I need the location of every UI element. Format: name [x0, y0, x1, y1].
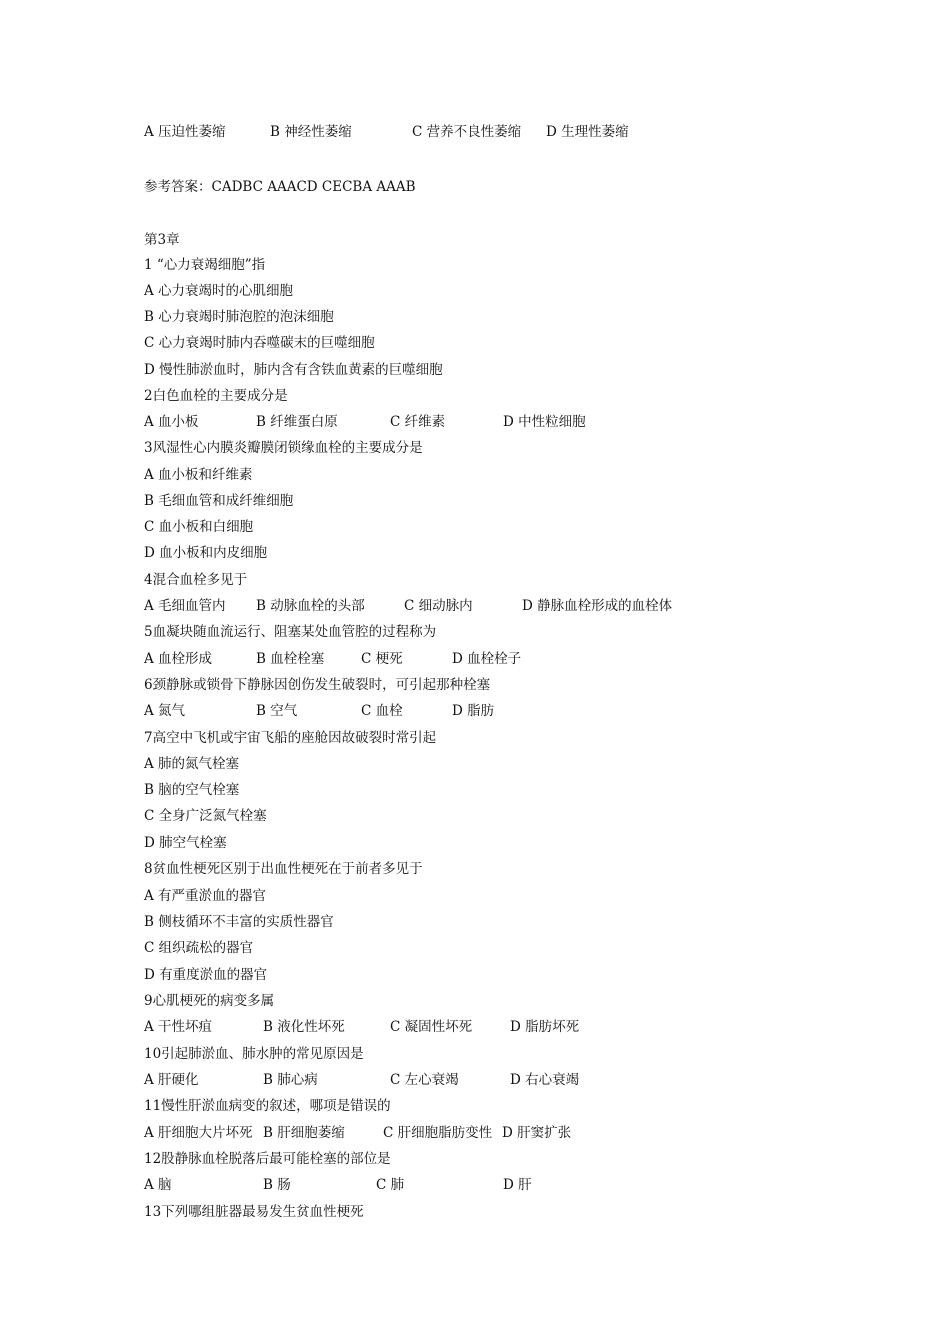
option: A 压迫性萎缩 — [144, 124, 226, 140]
question-stem: 8贫血性梗死区别于出血性梗死在于前者多见于 — [144, 861, 423, 877]
option: C 凝固性坏死 — [390, 1019, 473, 1035]
option: D 中性粒细胞 — [503, 414, 586, 430]
option: A 脑 — [144, 1177, 172, 1193]
option: A 干性坏疽 — [144, 1019, 213, 1035]
option: A 心力衰竭时的心肌细胞 — [144, 283, 294, 299]
option: C 左心衰竭 — [390, 1072, 459, 1088]
option: A 氮气 — [144, 703, 186, 719]
option: D 慢性肺淤血时，肺内含有含铁血黄素的巨噬细胞 — [144, 362, 443, 378]
question-stem: 9心肌梗死的病变多属 — [144, 993, 275, 1009]
option: D 脂肪坏死 — [510, 1019, 580, 1035]
option: D 静脉血栓形成的血栓体 — [522, 598, 673, 614]
option: A 肺的氮气栓塞 — [144, 756, 240, 772]
option: C 血小板和白细胞 — [144, 519, 254, 535]
option: C 梗死 — [361, 651, 403, 667]
option: A 肝细胞大片坏死 — [144, 1125, 253, 1141]
option: B 肝细胞萎缩 — [263, 1125, 345, 1141]
option: D 脂肪 — [452, 703, 495, 719]
question-stem: 3风湿性心内膜炎瓣膜闭锁缘血栓的主要成分是 — [144, 440, 423, 456]
option: B 纤维蛋白原 — [256, 414, 338, 430]
option: B 神经性萎缩 — [270, 124, 352, 140]
question-stem: 12股静脉血栓脱落后最可能栓塞的部位是 — [144, 1151, 391, 1167]
option: D 肝 — [503, 1177, 532, 1193]
answer-key: 参考答案：CADBC AAACD CECBA AAAB — [144, 179, 416, 195]
option: D 生理性萎缩 — [546, 124, 629, 140]
option: B 动脉血栓的头部 — [256, 598, 365, 614]
option: D 血栓栓子 — [452, 651, 522, 667]
question-stem: 2白色血栓的主要成分是 — [144, 388, 288, 404]
option: D 右心衰竭 — [510, 1072, 580, 1088]
option: C 心力衰竭时肺内吞噬碳末的巨噬细胞 — [144, 335, 375, 351]
option: B 毛细血管和成纤维细胞 — [144, 493, 294, 509]
option: B 脑的空气栓塞 — [144, 782, 240, 798]
option: C 全身广泛氮气栓塞 — [144, 808, 267, 824]
option: A 肝硬化 — [144, 1072, 199, 1088]
option: B 空气 — [256, 703, 298, 719]
option: D 有重度淤血的器官 — [144, 967, 268, 983]
option: D 肝窦扩张 — [502, 1125, 572, 1141]
option: B 侧枝循环不丰富的实质性器官 — [144, 914, 334, 930]
option: B 液化性坏死 — [263, 1019, 345, 1035]
option: C 细动脉内 — [404, 598, 473, 614]
question-stem: 5血凝块随血流运行、阻塞某处血管腔的过程称为 — [144, 624, 437, 640]
option: B 肺心病 — [263, 1072, 318, 1088]
option: C 血栓 — [361, 703, 403, 719]
option: C 营养不良性萎缩 — [412, 124, 522, 140]
chapter-heading: 第3章 — [144, 232, 180, 248]
option: D 血小板和内皮细胞 — [144, 545, 268, 561]
option: C 纤维素 — [390, 414, 446, 430]
option: B 心力衰竭时肺泡腔的泡沫细胞 — [144, 309, 334, 325]
option: C 组织疏松的器官 — [144, 940, 254, 956]
option: B 血栓栓塞 — [256, 651, 325, 667]
option: A 毛细血管内 — [144, 598, 226, 614]
question-stem: 11慢性肝淤血病变的叙述，哪项是错误的 — [144, 1098, 391, 1114]
option: A 有严重淤血的器官 — [144, 888, 267, 904]
question-stem: 10引起肺淤血、肺水肿的常见原因是 — [144, 1046, 364, 1062]
option: A 血栓形成 — [144, 651, 213, 667]
option: C 肺 — [376, 1177, 405, 1193]
option: C 肝细胞脂肪变性 — [383, 1125, 493, 1141]
option: D 肺空气栓塞 — [144, 835, 227, 851]
question-stem: 1 “心力衰竭细胞”指 — [144, 257, 266, 273]
question-stem: 6颈静脉或锁骨下静脉因创伤发生破裂时，可引起那种栓塞 — [144, 677, 491, 693]
option: A 血小板和纤维素 — [144, 467, 253, 483]
question-stem: 7高空中飞机或宇宙飞船的座舱因故破裂时常引起 — [144, 730, 437, 746]
question-stem: 4混合血栓多见于 — [144, 572, 248, 588]
option: B 肠 — [263, 1177, 291, 1193]
option: A 血小板 — [144, 414, 199, 430]
question-stem: 13下列哪组脏器最易发生贫血性梗死 — [144, 1204, 364, 1220]
